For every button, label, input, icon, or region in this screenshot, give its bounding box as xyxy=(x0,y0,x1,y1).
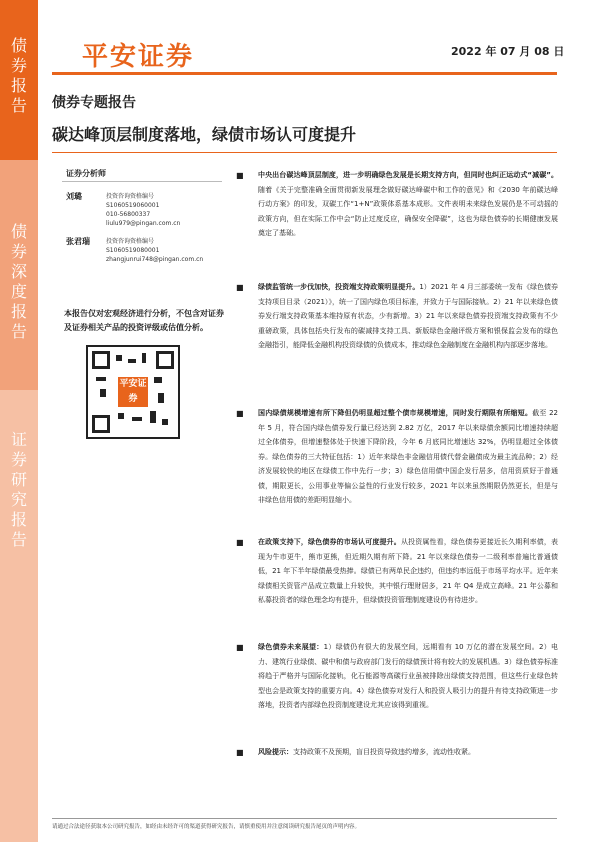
side-label-research: 证券研究报告 xyxy=(10,430,27,549)
bullet-marker: ■ xyxy=(236,409,244,418)
title-rule xyxy=(52,152,557,153)
side-band-bottom xyxy=(0,390,38,842)
analyst-2-email[interactable]: zhangjunrui748@pingan.com.cn xyxy=(106,256,204,263)
analyst-1-cert-number: S1060519060001 xyxy=(106,202,160,209)
analyst-2-cert-label: 投资咨询资格编号 xyxy=(106,238,155,245)
company-logo: 平安证券 xyxy=(82,42,195,72)
side-label-bond-report: 债券报告 xyxy=(10,36,27,115)
report-title: 碳达峰顶层制度落地，绿债市场认可度提升 xyxy=(52,125,357,144)
summary-paragraph-6 xyxy=(258,745,558,760)
footer-rule xyxy=(52,818,557,819)
qr-logo: 平安证券 xyxy=(118,377,148,407)
summary-paragraph-4 xyxy=(258,535,558,608)
analyst-1-cert-label: 投资咨询资格编号 xyxy=(106,193,155,200)
paragraph-1-body: 随着《关于完整准确全面贯彻新发展理念做好碳达峰碳中和工作的意见》和《2030 年前碳达峰行动方案》的印发，双碳工作“1+N”政策体系基本成形。文件表明未来绿色发展仍是不可动摇的政策方向，但在实际工作中会“防止过度反应，确保安全降碳”，这也为绿色债券的长期健康发展奠定了基础。 xyxy=(258,185,558,237)
analyst-name-1: 刘璐 xyxy=(66,192,82,201)
analyst-rule xyxy=(62,181,222,182)
paragraph-3-lead: 国内绿债规模增速有所下降但仍明显超过整个债市规模增速，同时发行期限有所缩短。 xyxy=(258,409,533,417)
summary-paragraph-1 xyxy=(258,168,558,241)
risk-warning-body: 支持政策不及预期，盲目投资导致违约增多，流动性收紧。 xyxy=(293,748,475,756)
bullet-marker: ■ xyxy=(236,748,244,757)
side-label-deep-report: 债券深度报告 xyxy=(10,222,27,341)
qr-finder-top-right xyxy=(156,351,174,369)
paragraph-3-body: 截至 22 年 5 月，符合国内绿色债券发行量已经达到 2.82 万亿，2017 年以来绿债余额同比增速持续超过全体债券，但增速整体处于快速下降阶段，今年 6 月底同比增速达 32%，仍明显超过全体债券。绿色债券的三大特征包括：1）近年来绿色非金融信用债代替金融债成为最主流品种；2）经济发展较快的地区在绿债工作中先行一步；3）绿色信用债中国企发行居多，信用资质好于普通债，期限更长，公用事业等偏公益性的行业发行较多，2021 年以来虽然期限仍然更长，但是与非绿色信用债的差距明显缩小。 xyxy=(258,409,558,504)
paragraph-4-body: 从投资属性看，绿色债券更接近长久期利率债，表现为牛市更牛，熊市更熊，但近期久期有所下降。21 年以来绿色债券一二级利率普遍比普通债低，21 年下半年绿债最受热捧。绿债已有两单民企违约，但违约率远低于市场平均水平。近年来绿债相关资管产品成立数量上升较快，其中银行理财居多，21 年 Q4 是成立高峰。21 年公募和私募投资者的绿色理念均有提升，但绿债投资管理制度建设仍有待进步。 xyxy=(258,538,559,604)
analyst-1-email[interactable]: liulu979@pingan.com.cn xyxy=(106,220,181,227)
qr-finder-top-left xyxy=(92,351,110,369)
paragraph-2-lead: 绿债监管统一步伐加快，投资端支持政策明显提升。 xyxy=(258,283,420,291)
report-date: 2022 年 07 月 08 日 xyxy=(451,45,565,58)
qr-code[interactable] xyxy=(86,345,180,439)
summary-paragraph-3 xyxy=(258,406,558,508)
scope-disclaimer: 本报告仅对宏观经济进行分析，不包含对证券及证券相关产品的投资评级或估值分析。 xyxy=(64,309,224,332)
analyst-1-phone: 010-56800337 xyxy=(106,211,151,218)
bullet-marker: ■ xyxy=(236,538,244,547)
paragraph-5-body: 1）绿债仍有很大的发展空间，远期看有 10 万亿的潜在发展空间。2）电力、建筑行业绿债、碳中和债与政府部门发行的绿债预计将有较大的发展机遇。3）绿色债券标准将趋于严格并与国际化接轨，化石能源等高碳行业虽被排除出绿债支持范围，但这些行业绿色转型也会是政策支持的重要方向。4）绿色债券对发行人和投资人吸引力的提升有待支持政策进一步落地，投资者内部绿色投资制度建设尤其应该得到重视。 xyxy=(258,643,559,709)
header-rule xyxy=(52,72,557,75)
summary-paragraph-5 xyxy=(258,640,558,713)
bullet-marker: ■ xyxy=(236,643,244,652)
side-band-middle xyxy=(0,160,38,390)
bullet-marker: ■ xyxy=(236,283,244,292)
paragraph-4-lead: 在政策支持下，绿色债券的市场认可度提升。 xyxy=(258,538,401,546)
analyst-2-cert-number: S1060519080001 xyxy=(106,247,160,254)
footer-disclaimer: 请通过合法途径获取本公司研究报告，如经由未经许可的渠道获得研究报告，请慎重使用并注意阅读研究报告尾页的声明内容。 xyxy=(52,824,361,830)
paragraph-2-body: 1）2021 年 4 月三部委统一发布《绿色债券支持项目目录（2021）》，统一了国内绿色项目标准，并致力于与国际接轨。2）21 年以来绿色债券发行端支持政策基本维持原有状态，少有新增。3）21 年以来绿色债券投资端支持政策有不少重磅政策，具体包括央行发布的碳减排支持工具、新版绿色金融评级方案和银保监会发布的绿色金融指引，能降低金融机构投资绿债的负债成本，推动绿色金融制度在金融机构内部逐步落地。 xyxy=(258,283,559,349)
paragraph-5-lead: 绿色债券未来展望： xyxy=(258,643,324,651)
report-type: 债券专题报告 xyxy=(52,95,136,111)
qr-finder-bottom-left xyxy=(92,415,110,433)
side-band-top xyxy=(0,0,38,160)
bullet-marker: ■ xyxy=(236,171,244,180)
paragraph-1-lead: 中央出台碳达峰顶层制度，进一步明确绿色发展是长期支持方向，但同时也纠正运动式“减碳”。 xyxy=(258,171,558,179)
summary-paragraph-2 xyxy=(258,280,558,353)
analyst-name-2: 张君瑞 xyxy=(66,237,90,246)
risk-warning-lead: 风险提示： xyxy=(258,748,293,756)
analyst-heading: 证券分析师 xyxy=(66,169,106,178)
